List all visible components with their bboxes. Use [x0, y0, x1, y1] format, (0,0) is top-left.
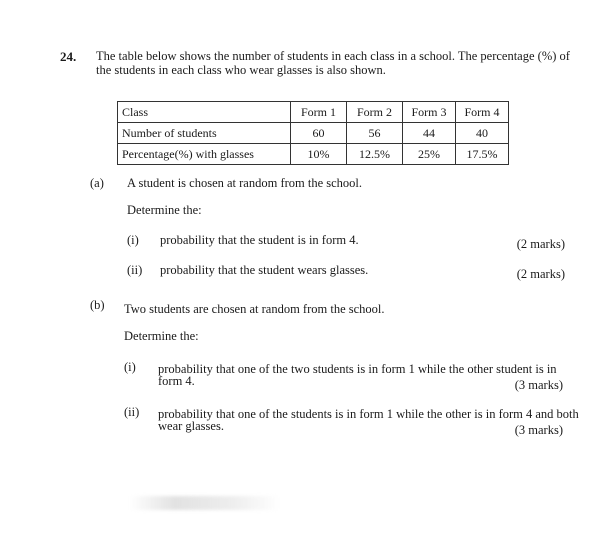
table-header-cell: Form 1 [291, 102, 347, 123]
table-header-cell: Form 3 [403, 102, 456, 123]
table-cell: 25% [403, 144, 456, 165]
part-a-text: A student is chosen at random from the school. [127, 176, 363, 190]
part-b-ii-line1: probability that one of the students is in form 1 while the other is in form 4 and both [158, 407, 579, 421]
table-cell: 17.5% [456, 144, 509, 165]
part-b-ii-line2: wear glasses. [158, 419, 224, 433]
table-header-cell: Form 4 [456, 102, 509, 123]
part-b-determine: Determine the: [124, 329, 199, 343]
part-a-ii-label: (ii) [127, 263, 143, 277]
table-cell: 60 [291, 123, 347, 144]
table-cell: 44 [403, 123, 456, 144]
part-b-i-line1: probability that one of the two students is in form 1 while the other student is in [158, 362, 557, 376]
table-cell: 40 [456, 123, 509, 144]
table-cell: 56 [347, 123, 403, 144]
part-b-i-line2: form 4. [158, 374, 195, 388]
table-header-cell: Form 2 [347, 102, 403, 123]
table-cell: Number of students [118, 123, 291, 144]
part-a-i-label: (i) [127, 233, 139, 247]
part-b-ii-label: (ii) [124, 405, 140, 419]
part-a-ii-marks: (2 marks) [516, 267, 565, 281]
table-cell: 10% [291, 144, 347, 165]
table-row [118, 123, 509, 144]
students-table [117, 101, 509, 165]
part-b-text: Two students are chosen at random from the school. [124, 302, 385, 316]
part-b-i-marks: (3 marks) [514, 378, 563, 392]
part-a-ii-text: probability that the student wears glasses. [160, 263, 369, 277]
table-cell: Percentage(%) with glasses [118, 144, 291, 165]
table-row [118, 144, 509, 165]
scan-smudge [130, 496, 280, 510]
part-b-label: (b) [90, 298, 105, 312]
part-b-i-label: (i) [124, 360, 136, 374]
part-a-label: (a) [90, 176, 104, 190]
table-header-row [118, 102, 509, 123]
question-number: 24. [60, 49, 77, 64]
part-a-i-text: probability that the student is in form 4. [160, 233, 359, 247]
table-header-cell: Class [118, 102, 291, 123]
part-a-determine: Determine the: [127, 203, 202, 217]
part-a-i-marks: (2 marks) [516, 237, 565, 251]
part-b-ii-marks: (3 marks) [514, 423, 563, 437]
question-intro: The table below shows the number of students in each class in a school. The percentage (%) of the students in each class who wear glasses is also shown. [96, 49, 570, 77]
table-cell: 12.5% [347, 144, 403, 165]
